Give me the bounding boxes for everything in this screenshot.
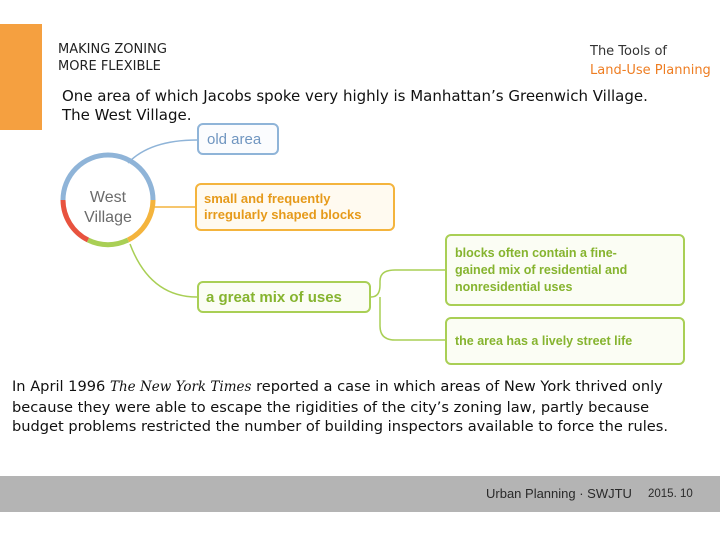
footer-date: 2015. 10 [648,488,693,500]
node-blocks-mix-line3: nonresidential uses [455,279,573,294]
node-great-mix-label: a great mix of uses [206,288,342,306]
node-blocks-mix-line1: blocks often contain a fine- [455,245,617,260]
center-node-label [72,188,144,228]
node-lively-street [445,317,685,365]
node-blocks-mix-line2: gained mix of residential and [455,262,628,277]
body-line1-part1: In April 1996 [12,378,110,395]
body-line1 [12,377,712,398]
connector-old-area [128,140,197,163]
node-small-blocks [195,183,395,231]
footer-org: Urban Planning · SWJTU [486,486,632,501]
ring-segment-green [88,240,128,245]
node-lively-street-label: the area has a lively street life [455,334,633,348]
section-title-line1: MAKING ZONING [58,42,167,57]
node-old-area-label: old area [207,130,262,148]
node-great-mix [197,281,371,313]
nyt-title: The New York Times [109,379,252,395]
node-blocks-mix [445,234,685,306]
section-title-line2: MORE FLEXIBLE [58,59,161,74]
intro-line1: One area of which Jacobs spoke very highly is Manhattan’s Greenwich Village. [62,87,648,105]
node-small-blocks-line2: irregularly shaped blocks [204,207,362,222]
connector-lively-branch [380,297,445,340]
body-line1-part2: reported a case in which areas of New York thrived only [251,378,663,395]
node-old-area [197,123,279,155]
node-small-blocks-line1: small and frequently [204,191,331,206]
body-line3: budget problems restricted the number of building inspectors available to force the rules. [12,418,669,435]
connector-mix-branch [371,270,445,297]
course-title-line1: The Tools of [590,44,667,59]
center-node-line1: West [89,189,127,206]
course-title-line2: Land-Use Planning [590,63,711,78]
center-node-line2: Village [84,209,132,226]
intro-line2: The West Village. [62,106,192,124]
body-line2: because they were able to escape the rigidities of the city’s zoning law, partly because [12,398,650,416]
body-paragraph [12,377,712,437]
connector-great-mix [130,244,197,297]
